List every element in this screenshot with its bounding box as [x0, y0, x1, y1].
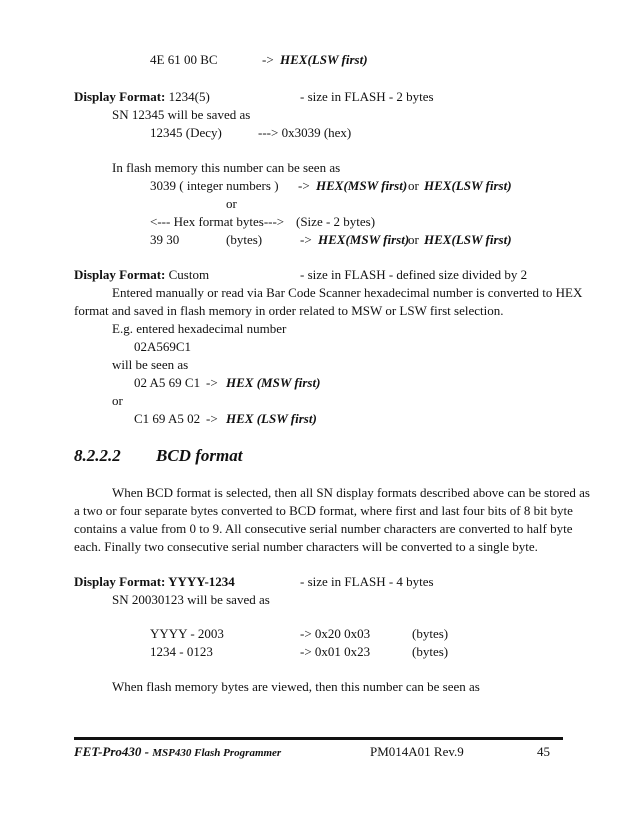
footer-rule: [74, 737, 563, 740]
sn-saved-1: SN 12345 will be saved as: [112, 107, 251, 122]
display-format-1: Display Format: 1234(5) - size in FLASH - 2 bytes: [74, 89, 434, 104]
bcd-line-2: a two or four separate bytes converted to BCD format, where first and last four bits of 8 bit byte: [74, 503, 573, 518]
will-be-seen: will be seen as: [112, 357, 189, 372]
mmdd-line: 1234 - 0123 -> 0x01 0x23 (bytes): [150, 644, 449, 659]
bcd-line-1: When BCD format is selected, then all SN display formats described above can be stored as: [112, 485, 590, 500]
footer: FET-Pro430 - MSP430 Flash Programmer PM014A01 Rev.9 45: [74, 744, 550, 759]
hex-number: 02A569C1: [134, 339, 192, 354]
section-heading: 8.2.2.2 BCD format: [74, 446, 243, 465]
msw-line: 02 A5 69 C1 -> HEX (MSW first): [134, 375, 321, 390]
integer-line: 3039 ( integer numbers ) -> HEX(MSW first) or HEX(LSW first): [150, 178, 512, 193]
display-format-2: Display Format: Custom - size in FLASH - defined size divided by 2: [74, 267, 528, 282]
or-line-1: or: [226, 196, 237, 211]
yyyy-line: YYYY - 2003 -> 0x20 0x03 (bytes): [150, 626, 449, 641]
bytes-line: 39 30 (bytes) -> HEX(MSW first) or HEX(LSW first): [150, 232, 512, 247]
example-text: E.g. entered hexadecimal number: [112, 321, 287, 336]
hex-line-1: 4E 61 00 BC -> HEX(LSW first): [150, 52, 368, 67]
paragraph-1a: Entered manually or read via Bar Code Scanner hexadecimal number is converted to HEX: [112, 285, 583, 300]
flash-view-text: In flash memory this number can be seen as: [112, 160, 341, 175]
viewed-text: When flash memory bytes are viewed, then this number can be seen as: [112, 679, 480, 694]
hex-bytes-line: <--- Hex format bytes---> (Size - 2 bytes): [150, 214, 376, 229]
sn-saved-3: SN 20030123 will be saved as: [112, 592, 270, 607]
or-line-2: or: [112, 393, 123, 408]
paragraph-1b: format and saved in flash memory in order related to MSW or LSW first selection.: [74, 303, 504, 318]
sn-conversion-1: 12345 (Decy) ---> 0x3039 (hex): [150, 125, 352, 140]
bcd-line-4: each. Finally two consecutive serial number characters will be converted to a single byte.: [74, 539, 538, 554]
display-format-3: Display Format: YYYY-1234 - size in FLASH - 4 bytes: [74, 574, 434, 589]
bcd-line-3: contains a value from 0 to 9. All consecutive serial number characters are converted to half byte: [74, 521, 573, 536]
lsw-line: C1 69 A5 02 -> HEX (LSW first): [134, 411, 317, 426]
